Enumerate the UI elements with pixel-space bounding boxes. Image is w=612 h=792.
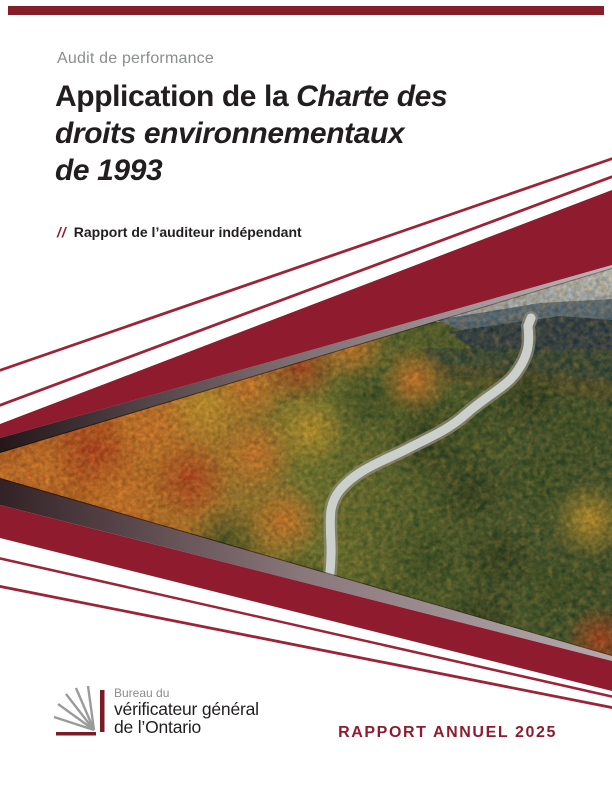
logo-line-3: de l’Ontario	[114, 717, 202, 737]
report-subtitle: // Rapport de l’auditeur indépendant	[57, 224, 302, 240]
logo-line-1: Bureau du	[114, 686, 170, 700]
logo-wordmark	[114, 684, 259, 736]
annual-report-badge: RAPPORT ANNUEL 2025	[338, 724, 557, 741]
auditor-general-logo	[50, 684, 259, 742]
report-category-label: Audit de performance	[57, 50, 214, 67]
title-line-1: Application de la Charte des	[55, 80, 448, 113]
logo-line-2: vérificateur général	[114, 699, 259, 719]
double-slash-mark: //	[57, 224, 67, 240]
title-line-2: droits environnementaux	[55, 117, 405, 150]
logo-fan-icon	[50, 684, 108, 742]
title-line-3: de 1993	[55, 154, 163, 187]
